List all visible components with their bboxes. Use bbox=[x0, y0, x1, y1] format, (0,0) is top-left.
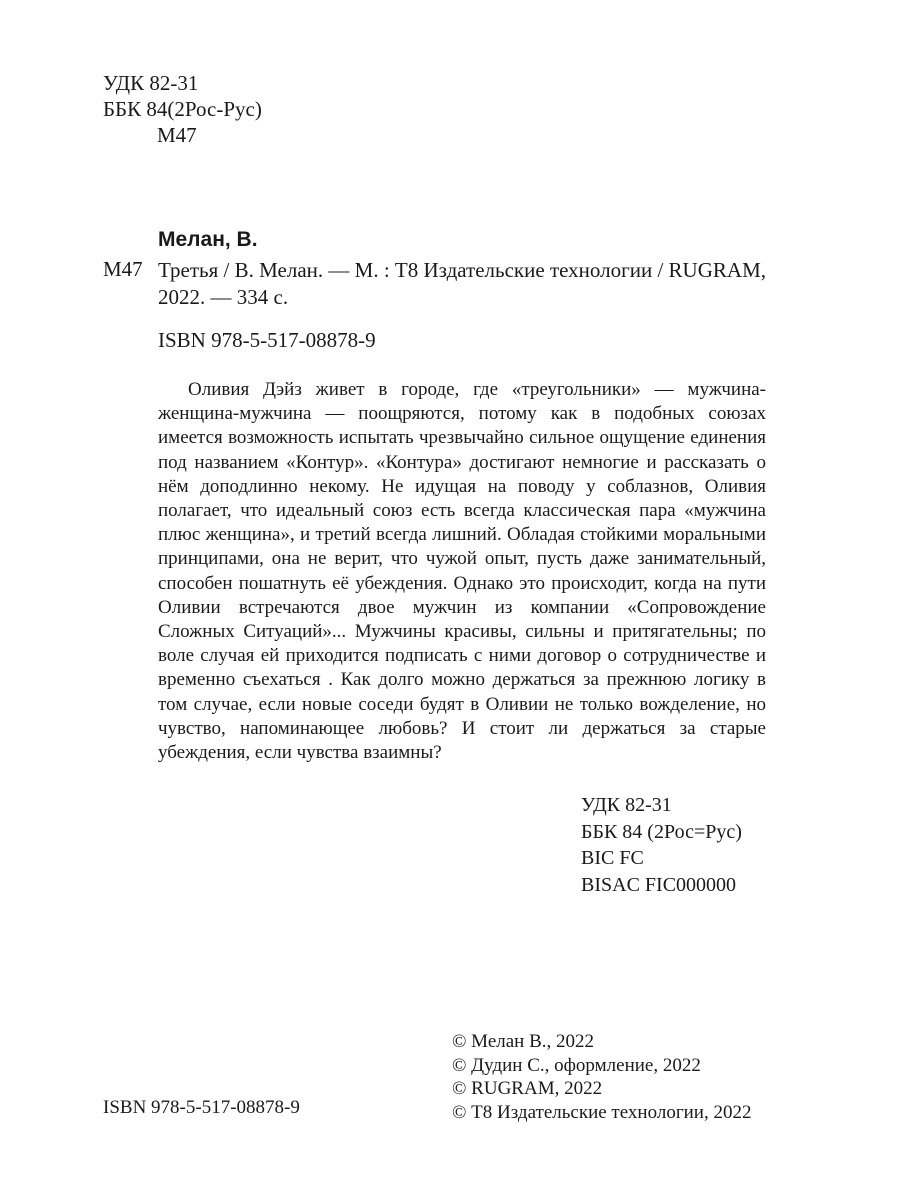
bibliographic-description: Третья / В. Мелан. — М. : Т8 Издательские технологии / RUGRAM, 2022. — 334 с. bbox=[158, 258, 766, 309]
bbk-code: ББК 84 (2Рос=Рус) bbox=[581, 820, 742, 843]
udk-code: УДК 82-31 bbox=[581, 794, 672, 816]
copyright-line: © Дудин С., оформление, 2022 bbox=[452, 1054, 701, 1076]
book-annotation: Оливия Дэйз живет в городе, где «треугольники» — мужчина-женщина-мужчина — поощряются, потому как в подобных союзах имеется возможность испытать чрезвычайно сильное ощущение единения под названием «Контур». «Контура» достигают немногие и рассказать о нём доподлинно некому. Не идущая на поводу у соблазнов, Оливия полагает, что идеальный союз есть всегда классическая пара «мужчина плюс женщина», и третий всегда лишний. Обладая стойкими моральными принципами, она не верит, что чужой опыт, пусть даже занимательный, способен пошатнуть её убеждения. Однако это происходит, когда на пути Оливии встречаются двое мужчин из компании «Сопровождение Сложных Ситуаций»... Мужчины красивы, сильны и притягательны; по воле случая ей приходится подписать с ними договор о сотрудничестве и временно съехаться . Как долго можно держаться за прежнюю логику в том случае, если новые соседи будят в Оливии не только вожделение, но чувство, напоминающее любовь? И стоит ли держаться за старые убеждения, если чувства взаимны? bbox=[158, 379, 766, 764]
entry-isbn: ISBN 978-5-517-08878-9 bbox=[158, 328, 376, 352]
footer-isbn: ISBN 978-5-517-08878-9 bbox=[103, 1097, 300, 1118]
bisac-code: BISAC FIC000000 bbox=[581, 873, 737, 896]
copyright-notices bbox=[452, 1030, 751, 1124]
header-udk-code: УДК 82-31 bbox=[103, 71, 199, 95]
author-name: Мелан, В. bbox=[158, 228, 258, 251]
copyright-line: © RUGRAM, 2022 bbox=[452, 1078, 603, 1099]
copyright-line: © Т8 Издательские технологии, 2022 bbox=[452, 1101, 752, 1123]
entry-author-mark: М47 bbox=[103, 257, 143, 281]
header-classification-codes bbox=[103, 70, 262, 148]
header-bbk-code: ББК 84(2Рос-Рус) bbox=[103, 97, 262, 121]
header-author-mark: М47 bbox=[157, 123, 197, 147]
copyright-line: © Мелан В., 2022 bbox=[452, 1031, 595, 1052]
bic-code: BIC FC bbox=[581, 847, 644, 869]
classification-codes bbox=[581, 792, 742, 898]
